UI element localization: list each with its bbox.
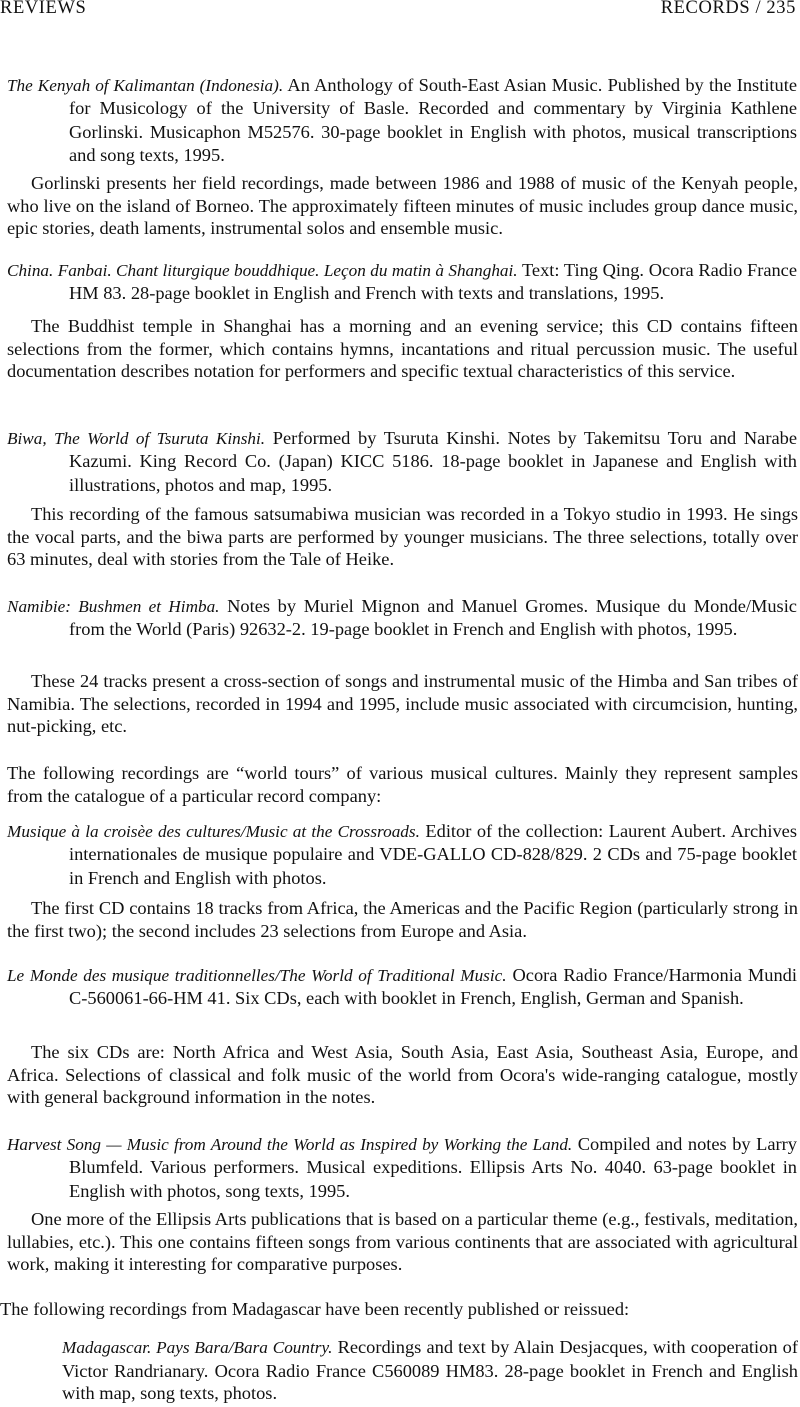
page-label: RECORDS / 235	[660, 0, 796, 18]
review-paragraph: The first CD contains 18 tracks from Africa, the Americas and the Pacific Region (particularly strong in the first two); the second includes 23 selections from Europe and Asia.	[7, 898, 798, 941]
record-entry	[7, 595, 797, 642]
section-label: REVIEWS	[0, 0, 87, 18]
record-title: Namibie: Bushmen et Himba.	[7, 597, 220, 616]
record-title: Harvest Song — Music from Around the World as Inspired by Working the Land.	[7, 1135, 573, 1154]
record-title: Madagascar. Pays Bara/Bara Country.	[62, 1338, 333, 1357]
record-details: Ocora Radio France/Harmonia Mundi C-560061-66-HM 41. Six CDs, each with booklet in French, English, German and Spanish.	[69, 965, 797, 1009]
review-paragraph: One more of the Ellipsis Arts publications that is based on a particular theme (e.g., festivals, meditation, lullabies, etc.). This one contains fifteen songs from various continents that are associated with agricultural work, making it interesting for comparative purposes.	[7, 1209, 798, 1275]
review-paragraph: The Buddhist temple in Shanghai has a morning and an evening service; this CD contains fifteen selections from the former, which contains hymns, incantations and ritual percussion music. The useful documentation describes notation for performers and specific textual characteristics of this service.	[7, 316, 798, 382]
review-paragraph: This recording of the famous satsumabiwa musician was recorded in a Tokyo studio in 1993. He sings the vocal parts, and the biwa parts are performed by younger musicians. The three selections, totally over 63 minutes, deal with stories from the Tale of Heike.	[7, 504, 798, 570]
record-details: Compiled and notes by Larry Blumfeld. Various performers. Musical expeditions. Ellipsis Arts No. 4040. 63-page booklet in English with photos, song texts, 1995.	[69, 1134, 797, 1201]
section-intro: The following recordings from Madagascar have been recently published or reissued:	[0, 1299, 630, 1319]
review-paragraph: The six CDs are: North Africa and West Asia, South Asia, East Asia, Southeast Asia, Europe, and Africa. Selections of classical and folk music of the world from Ocora's wide-ranging catalogue, mostly with general background information in the notes.	[7, 1042, 798, 1108]
record-entry	[7, 964, 797, 1011]
record-details: An Anthology of South-East Asian Music. Published by the Institute for Musicology of the University of Basle. Recorded and commentary by Virginia Kathlene Gorlinski. Musicaphon M52576. 30-page booklet in English with photos, musical transcriptions and song texts, 1995.	[69, 75, 798, 166]
record-entry	[7, 259, 797, 306]
record-details: Editor of the collection: Laurent Aubert. Archives internationales de musique populaire and VDE-GALLO CD-828/829. 2 CDs and 75-page booklet in French and English with photos.	[69, 821, 797, 888]
record-entry	[7, 74, 797, 168]
record-details: Notes by Muriel Mignon and Manuel Gromes. Musique du Monde/Music from the World (Paris) 92632-2. 19-page booklet in French and English with photos, 1995.	[69, 596, 797, 640]
record-entry	[62, 1336, 798, 1405]
review-paragraph: These 24 tracks present a cross-section of songs and instrumental music of the Himba and San tribes of Namibia. The selections, recorded in 1994 and 1995, include music associated with circumcision, hunting, nut-picking, etc.	[7, 671, 798, 737]
record-entry	[7, 820, 797, 890]
record-details: Performed by Tsuruta Kinshi. Notes by Takemitsu Toru and Narabe Kazumi. King Record Co. (Japan) KICC 5186. 18-page booklet in Japanese and English with illustrations, photos and map, 1995.	[69, 428, 797, 495]
record-details: Text: Ting Qing. Ocora Radio France HM 83. 28-page booklet in English and French with texts and translations, 1995.	[69, 260, 798, 304]
record-title: The Kenyah of Kalimantan (Indonesia).	[7, 76, 284, 95]
record-title: Musique à la croisèe des cultures/Music at the Crossroads.	[7, 822, 420, 841]
record-title: Le Monde des musique traditionnelles/The World of Traditional Music.	[7, 966, 507, 985]
record-entry	[7, 1133, 797, 1203]
record-details: Recordings and text by Alain Desjacques, with cooperation of Victor Randrianary. Ocora Radio France C560089 HM83. 28-page booklet in French and English with map, song texts, photos.	[62, 1337, 798, 1404]
review-paragraph: Gorlinski presents her field recordings, made between 1986 and 1988 of music of the Kenyah people, who live on the island of Borneo. The approximately fifteen minutes of music includes group dance music, epic stories, death laments, instrumental solos and ensemble music.	[7, 173, 798, 239]
record-title: Biwa, The World of Tsuruta Kinshi.	[7, 429, 266, 448]
running-header	[0, 0, 800, 20]
record-title: China. Fanbai. Chant liturgique bouddhique. Leçon du matin à Shanghai.	[7, 261, 518, 280]
record-entry	[7, 427, 797, 497]
section-intro: The following recordings are “world tours” of various musical cultures. Mainly they represent samples from the catalogue of a particular record company:	[7, 763, 798, 806]
